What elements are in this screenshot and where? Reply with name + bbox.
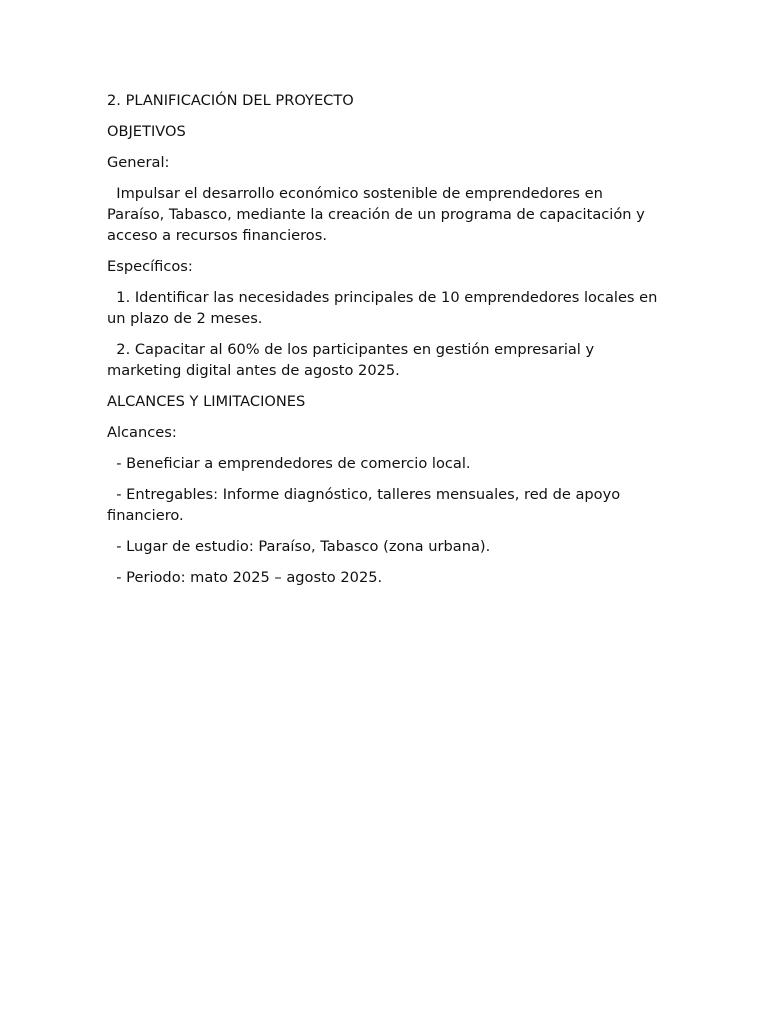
scope-heading: ALCANCES Y LIMITACIONES	[107, 393, 306, 410]
specific-label: Específicos:	[107, 258, 193, 275]
objectives-heading: OBJETIVOS	[107, 123, 186, 140]
general-label: General:	[107, 154, 170, 171]
specific-objective-item: 1. Identificar las necesidades principales de 10 emprendedores locales en un plazo de 2 meses.	[107, 289, 663, 327]
scope-item: - Beneficiar a emprendedores de comercio local.	[107, 455, 471, 472]
scope-item: - Periodo: mato 2025 – agosto 2025.	[107, 569, 383, 586]
section-title: 2. PLANIFICACIÓN DEL PROYECTO	[107, 92, 354, 109]
scope-item: - Entregables: Informe diagnóstico, talleres mensuales, red de apoyo financiero.	[107, 486, 625, 524]
general-objective-text: Impulsar el desarrollo económico sostenible de emprendedores en Paraíso, Tabasco, mediante la creación de un programa de capacitación y acceso a recursos financieros.	[107, 185, 650, 244]
scope-item: - Lugar de estudio: Paraíso, Tabasco (zona urbana).	[107, 538, 491, 555]
document-body	[107, 90, 663, 598]
specific-objective-item: 2. Capacitar al 60% de los participantes en gestión empresarial y marketing digital antes de agosto 2025.	[107, 341, 599, 379]
scope-label: Alcances:	[107, 424, 177, 441]
